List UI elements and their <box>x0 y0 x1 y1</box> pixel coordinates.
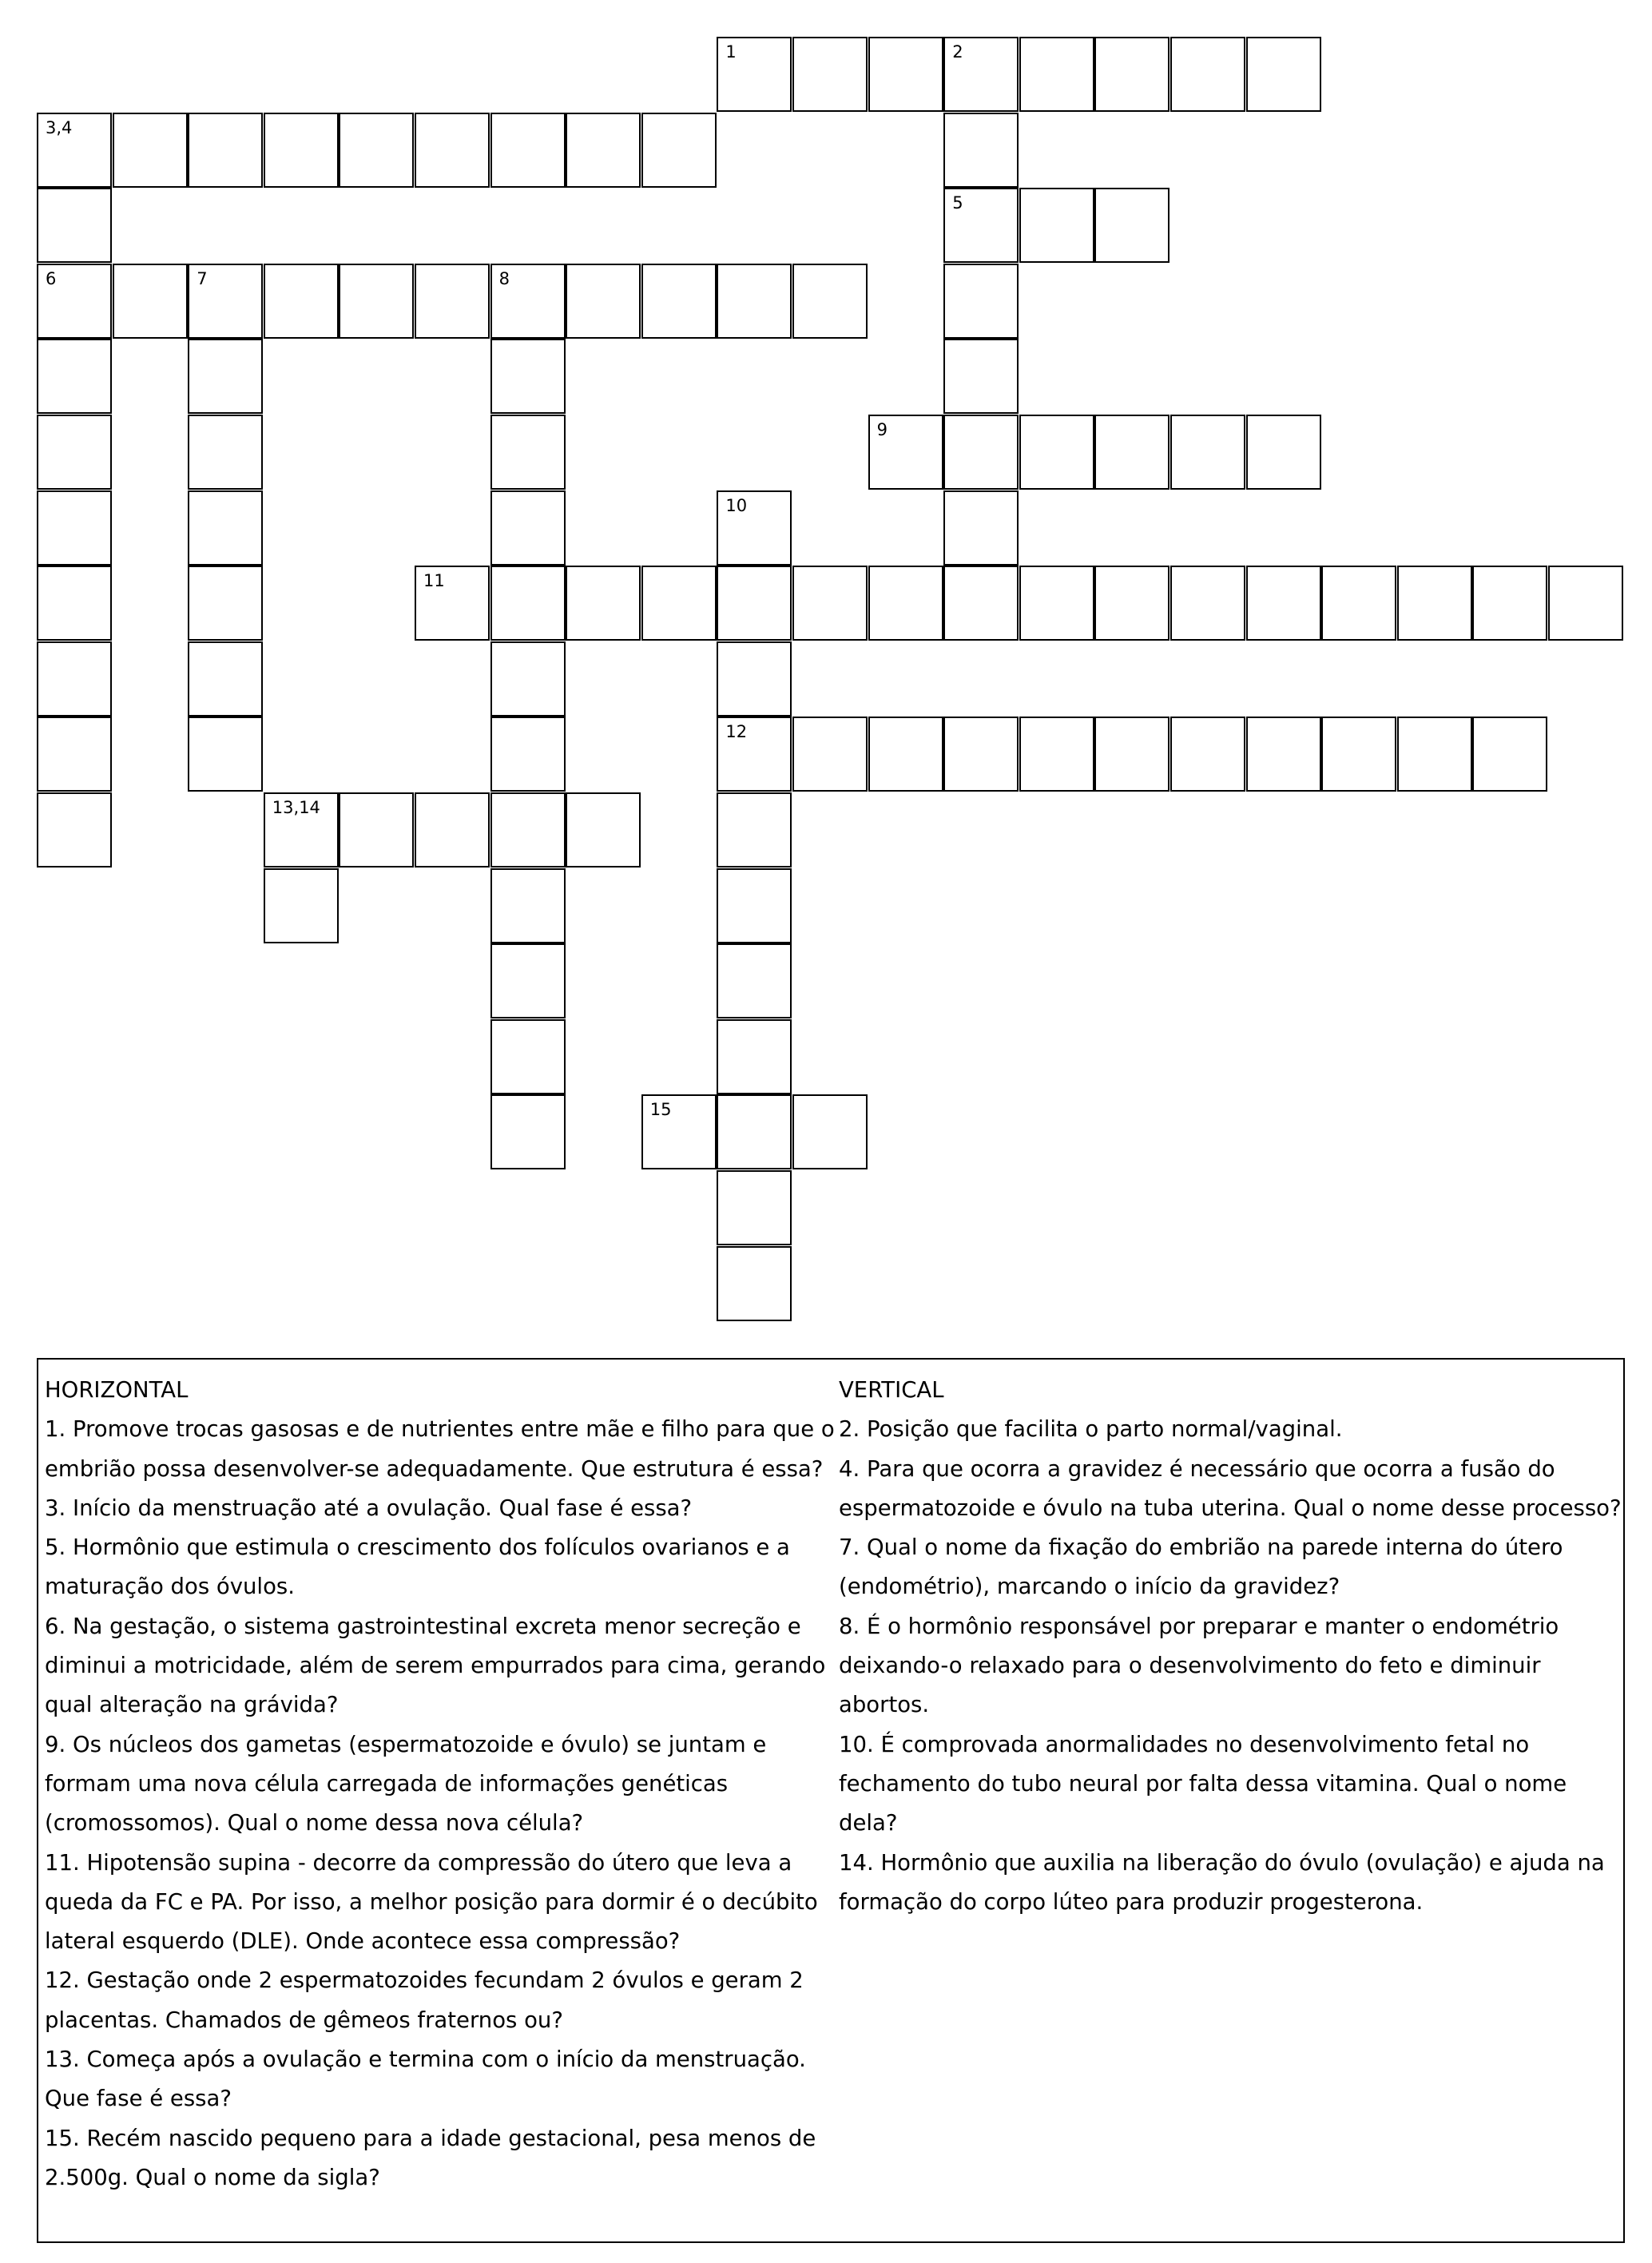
grid-cell[interactable] <box>490 113 566 188</box>
grid-cell[interactable] <box>641 113 717 188</box>
grid-cell[interactable] <box>1019 37 1094 112</box>
grid-cell[interactable] <box>415 113 490 188</box>
clue-number: 8 <box>498 268 510 288</box>
clue-number: 9 <box>876 420 888 439</box>
grid-cell[interactable] <box>113 113 188 188</box>
grid-cell[interactable] <box>1321 717 1396 792</box>
clue-number: 5 <box>952 193 963 213</box>
grid-cell[interactable] <box>188 717 263 792</box>
grid-cell[interactable] <box>339 264 414 339</box>
grid-cell[interactable] <box>717 264 792 339</box>
grid-cell[interactable] <box>1094 566 1170 641</box>
grid-cell[interactable] <box>1094 37 1170 112</box>
grid-cell[interactable] <box>717 792 792 867</box>
clue-h12: 12. Gestação onde 2 espermatozoides fecundam 2 óvulos e geram 2 placentas. Chamados de gêmeos fraternos ou? <box>45 1967 804 2033</box>
clue-v4: 4. Para que ocorra a gravidez é necessário que ocorra a fusão do espermatozoide e óvulo na tuba uterina. Qual o nome desse processo? <box>839 1455 1622 1521</box>
grid-cell[interactable] <box>37 264 112 339</box>
grid-cell[interactable] <box>264 264 339 339</box>
grid-cell[interactable] <box>188 264 263 339</box>
grid-cell[interactable] <box>37 188 112 263</box>
grid-cell[interactable] <box>792 1094 868 1169</box>
grid-cell[interactable] <box>641 264 717 339</box>
grid-cell[interactable] <box>943 264 1019 339</box>
grid-cell[interactable] <box>490 415 566 490</box>
grid-cell[interactable] <box>37 641 112 717</box>
clue-number: 2 <box>952 42 963 62</box>
clue-number: 3,4 <box>46 117 73 137</box>
clue-v14: 14. Hormônio que auxilia na liberação do óvulo (ovulação) e ajuda na formação do corpo lúteo para produzir progesterona. <box>839 1849 1605 1915</box>
grid-cell[interactable] <box>868 37 943 112</box>
grid-cell[interactable] <box>1170 415 1245 490</box>
grid-cell[interactable] <box>37 717 112 792</box>
grid-cell[interactable] <box>717 1246 792 1321</box>
grid-cell[interactable] <box>1094 415 1170 490</box>
grid-cell[interactable] <box>1472 717 1547 792</box>
grid-cell[interactable] <box>113 264 188 339</box>
grid-cell[interactable] <box>415 566 490 641</box>
clue-h9: 9. Os núcleos dos gametas (espermatozoide e óvulo) se juntam e formam uma nova célula carregada de informações genéticas (cromossomos). Qual o nome dessa nova célula? <box>45 1731 767 1836</box>
grid-cell[interactable] <box>1019 188 1094 263</box>
grid-cell[interactable] <box>490 717 566 792</box>
horizontal-clues <box>45 1371 840 2197</box>
grid-cell[interactable] <box>188 339 263 414</box>
clue-number: 7 <box>197 268 208 288</box>
grid-cell[interactable] <box>415 792 490 867</box>
grid-cell[interactable] <box>188 113 263 188</box>
grid-cell[interactable] <box>490 1094 566 1169</box>
grid-cell[interactable] <box>1548 566 1623 641</box>
clue-number: 1 <box>725 42 737 62</box>
grid-cell[interactable] <box>1246 415 1321 490</box>
grid-cell[interactable] <box>37 113 112 188</box>
clue-v8: 8. É o hormônio responsável por preparar e manter o endométrio deixando-o relaxado para o desenvolvimento do feto e diminuir abortos. <box>839 1613 1559 1718</box>
grid-cell[interactable] <box>641 566 717 641</box>
grid-cell[interactable] <box>943 566 1019 641</box>
grid-cell[interactable] <box>868 415 943 490</box>
grid-cell[interactable] <box>943 188 1019 263</box>
vertical-heading: VERTICAL <box>839 1377 944 1403</box>
clue-h3: 3. Início da menstruação até a ovulação. Qual fase é essa? <box>45 1495 693 1521</box>
grid-cell[interactable] <box>717 868 792 943</box>
grid-cell[interactable] <box>717 1094 792 1169</box>
grid-cell[interactable] <box>868 566 943 641</box>
grid-cell[interactable] <box>1246 717 1321 792</box>
clue-v2: 2. Posição que facilita o parto normal/vaginal. <box>839 1416 1343 1443</box>
grid-cell[interactable] <box>1094 717 1170 792</box>
grid-cell[interactable] <box>943 339 1019 414</box>
grid-cell[interactable] <box>37 490 112 566</box>
grid-cell[interactable] <box>415 264 490 339</box>
clue-h13: 13. Começa após a ovulação e termina com o início da menstruação. Que fase é essa? <box>45 2047 806 2112</box>
grid-cell[interactable] <box>792 717 868 792</box>
horizontal-heading: HORIZONTAL <box>45 1377 189 1403</box>
grid-cell[interactable] <box>264 868 339 943</box>
grid-cell[interactable] <box>943 490 1019 566</box>
grid-cell[interactable] <box>943 113 1019 188</box>
grid-cell[interactable] <box>37 339 112 414</box>
grid-cell[interactable] <box>792 37 868 112</box>
grid-cell[interactable] <box>641 1094 717 1169</box>
grid-cell[interactable] <box>264 113 339 188</box>
grid-cell[interactable] <box>188 641 263 717</box>
grid-cell[interactable] <box>490 490 566 566</box>
grid-cell[interactable] <box>717 943 792 1018</box>
grid-cell[interactable] <box>717 641 792 717</box>
clue-number: 13,14 <box>272 798 320 817</box>
grid-cell[interactable] <box>188 415 263 490</box>
grid-cell[interactable] <box>1019 415 1094 490</box>
grid-cell[interactable] <box>1170 717 1245 792</box>
grid-cell[interactable] <box>566 792 641 867</box>
vertical-clues <box>839 1371 1622 1922</box>
grid-cell[interactable] <box>490 868 566 943</box>
grid-cell[interactable] <box>188 490 263 566</box>
clue-h5: 5. Hormônio que estimula o crescimento dos folículos ovarianos e a maturação dos óvulos. <box>45 1534 790 1600</box>
grid-cell[interactable] <box>339 113 414 188</box>
grid-cell[interactable] <box>1246 566 1321 641</box>
grid-cell[interactable] <box>37 792 112 867</box>
grid-cell[interactable] <box>717 1019 792 1094</box>
grid-cell[interactable] <box>868 717 943 792</box>
clue-number: 6 <box>46 268 57 288</box>
clue-box <box>37 1358 1625 2243</box>
clue-v7: 7. Qual o nome da fixação do embrião na parede interna do útero (endométrio), marcando o início da gravidez? <box>839 1534 1563 1600</box>
grid-cell[interactable] <box>490 566 566 641</box>
grid-cell[interactable] <box>490 264 566 339</box>
grid-cell[interactable] <box>792 264 868 339</box>
grid-cell[interactable] <box>490 641 566 717</box>
clue-h6: 6. Na gestação, o sistema gastrointestinal excreta menor secreção e diminui a motricidade, além de serem empurrados para cima, gerando qual alteração na grávida? <box>45 1613 826 1718</box>
grid-cell[interactable] <box>1397 566 1472 641</box>
grid-cell[interactable] <box>1019 717 1094 792</box>
grid-cell[interactable] <box>943 717 1019 792</box>
grid-cell[interactable] <box>717 37 792 112</box>
grid-cell[interactable] <box>943 37 1019 112</box>
clue-v10: 10. É comprovada anormalidades no desenvolvimento fetal no fechamento do tubo neural por falta dessa vitamina. Qual o nome dela? <box>839 1731 1567 1836</box>
grid-cell[interactable] <box>1246 37 1321 112</box>
grid-cell[interactable] <box>943 415 1019 490</box>
grid-cell[interactable] <box>717 1170 792 1245</box>
grid-cell[interactable] <box>1397 717 1472 792</box>
grid-cell[interactable] <box>1321 566 1396 641</box>
clue-number: 12 <box>725 722 748 742</box>
grid-cell[interactable] <box>566 113 641 188</box>
grid-cell[interactable] <box>1170 566 1245 641</box>
grid-cell[interactable] <box>566 566 641 641</box>
grid-cell[interactable] <box>339 792 414 867</box>
grid-cell[interactable] <box>1472 566 1547 641</box>
grid-cell[interactable] <box>37 415 112 490</box>
clue-number: 15 <box>649 1100 672 1120</box>
grid-cell[interactable] <box>717 566 792 641</box>
grid-cell[interactable] <box>1019 566 1094 641</box>
grid-cell[interactable] <box>1094 188 1170 263</box>
grid-cell[interactable] <box>490 943 566 1018</box>
grid-cell[interactable] <box>792 566 868 641</box>
grid-cell[interactable] <box>490 792 566 867</box>
grid-cell[interactable] <box>717 717 792 792</box>
grid-cell[interactable] <box>566 264 641 339</box>
grid-cell[interactable] <box>264 792 339 867</box>
clue-number: 11 <box>423 571 445 591</box>
clue-h15: 15. Recém nascido pequeno para a idade gestacional, pesa menos de 2.500g. Qual o nome da sigla? <box>45 2125 816 2190</box>
grid-cell[interactable] <box>37 566 112 641</box>
clue-h1: 1. Promove trocas gasosas e de nutrientes entre mãe e filho para que o embrião possa desenvolver-se adequadamente. Que estrutura é essa? <box>45 1416 835 1482</box>
clue-h11: 11. Hipotensão supina - decorre da compressão do útero que leva a queda da FC e PA. Por isso, a melhor posição para dormir é o decúbito lateral esquerdo (DLE). Onde acontece essa compressão? <box>45 1849 818 1955</box>
grid-cell[interactable] <box>188 566 263 641</box>
clue-number: 10 <box>725 495 748 515</box>
grid-cell[interactable] <box>1170 37 1245 112</box>
grid-cell[interactable] <box>490 339 566 414</box>
grid-cell[interactable] <box>490 1019 566 1094</box>
grid-cell[interactable] <box>717 490 792 566</box>
